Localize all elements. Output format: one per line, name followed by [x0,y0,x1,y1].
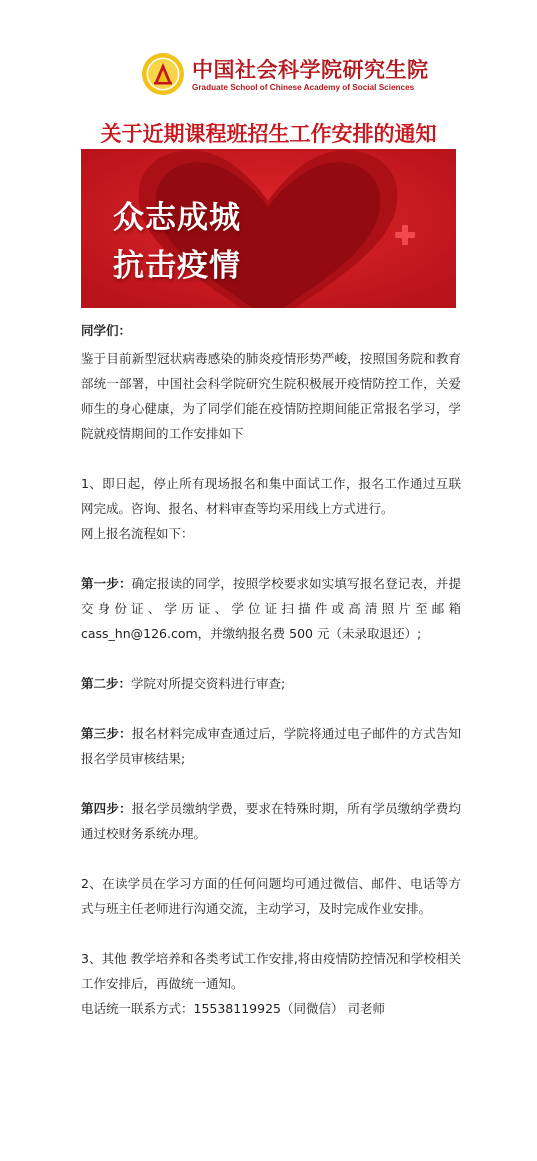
school-name-cn: 中国社会科学院研究生院 [192,57,429,82]
notice-title: 关于近期课程班招生工作安排的通知 [100,121,437,146]
item-3-paragraph: 3、其他 教学培养和各类考试工作安排,将由疫情防控情况和学校相关工作安排后，再做统一通知。 [81,951,461,991]
process-label: 网上报名流程如下： [81,526,194,541]
step-1-text: 确定报读的同学，按照学校要求如实填写报名登记表，并提交身份证、学历证、学位证扫描件或高清照片至邮箱cass_hn@126.com，并缴纳报名费 500 元（未录取退还）; [81,576,461,641]
notice-body [81,318,461,1021]
step-3-paragraph [81,721,461,771]
step-4-label: 第四步： [81,801,132,816]
step-2-paragraph [81,671,461,696]
item-2-paragraph: 2、在读学员在学习方面的任何问题均可通过微信、邮件、电话等方式与班主任老师进行沟通交流，主动学习，及时完成作业安排。 [81,876,461,916]
step-1-label: 第一步： [81,576,132,591]
step-1-paragraph [81,571,461,646]
banner-slogan-line1: 众志成城 [113,200,241,236]
banner-slogan-line2: 抗击疫情 [113,248,241,284]
step-4-text: 报名学员缴纳学费，要求在特殊时期，所有学员缴纳学费均通过校财务系统办理。 [81,801,461,841]
step-2-text: 学院对所提交资料进行审查; [131,676,286,691]
school-header [0,52,537,98]
step-3-label: 第三步： [81,726,132,741]
step-3-text: 报名材料完成审查通过后，学院将通过电子邮件的方式告知报名学员审核结果; [81,726,461,766]
plus-icon [394,224,416,246]
step-2-label: 第二步： [81,676,132,691]
item-1-paragraph: 1、即日起，停止所有现场报名和集中面试工作，报名工作通过互联网完成。咨询、报名、材料审查等均采用线上方式进行。 [81,476,461,516]
greeting: 同学们： [81,323,132,338]
school-name-en: Graduate School of Chinese Academy of Social Sciences [192,83,415,92]
school-logo-icon [141,52,185,96]
step-4-paragraph [81,796,461,846]
intro-paragraph: 鉴于目前新型冠状病毒感染的肺炎疫情形势严峻，按照国务院和教育部统一部署，中国社会科学院研究生院积极展开疫情防控工作，关爱师生的身心健康，为了同学们能在疫情防控期间能正常报名学习，学院就疫情期间的工作安排如下 [81,351,461,441]
contact-line: 电话统一联系方式：15538119925（同微信） 司老师 [81,1001,385,1016]
